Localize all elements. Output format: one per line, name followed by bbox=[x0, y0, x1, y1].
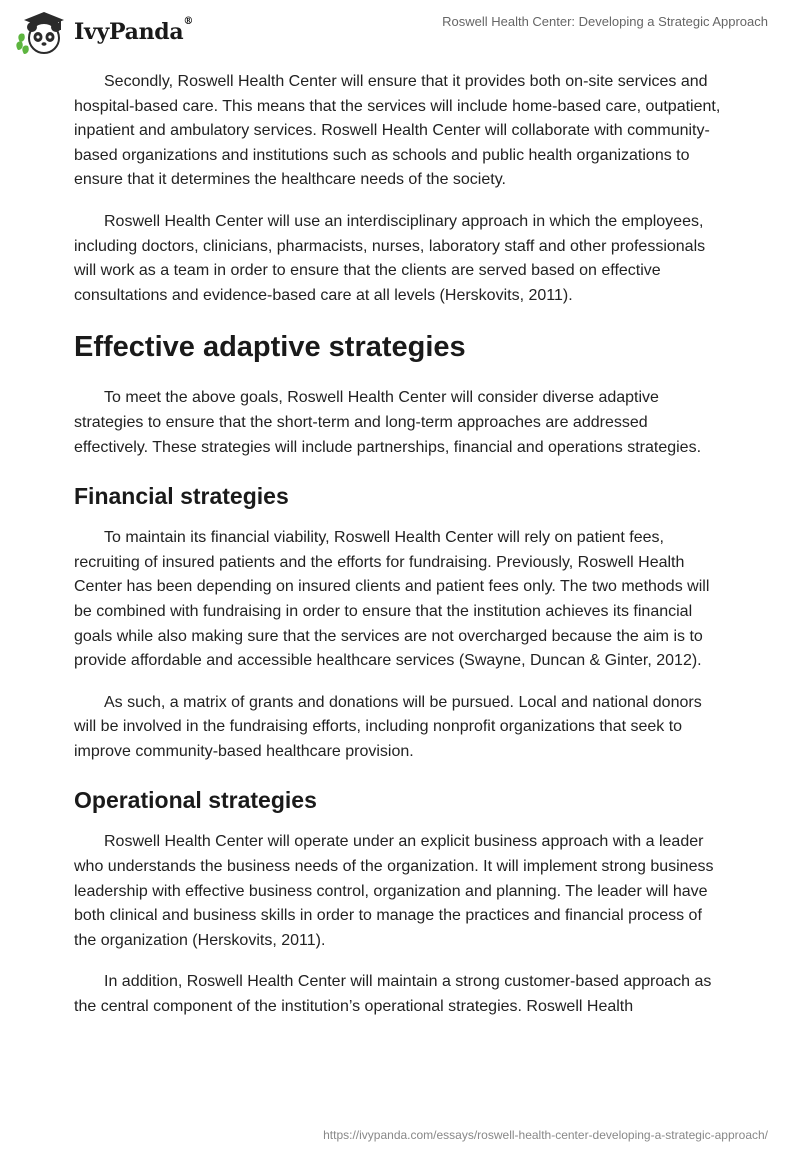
paragraph: Secondly, Roswell Health Center will ensure that it provides both on-site services and hospital-based care. This means that the services will include home-based care, outpatient, inpatient and ambulatory services. Roswell Health Center will collaborate with community-based organizations and institutions such as schools and public health organizations to ensure that it determines the healthcare needs of the society. bbox=[74, 73, 721, 189]
paragraph: In addition, Roswell Health Center will maintain a strong customer-based approach as the central component of the institution’s operational strategies. Roswell Health bbox=[74, 973, 712, 1016]
logo-text: IvyPanda® bbox=[74, 16, 194, 45]
panda-logo-icon bbox=[14, 8, 70, 56]
ivypanda-logo[interactable] bbox=[14, 8, 193, 56]
paragraph: To maintain its financial viability, Roswell Health Center will rely on patient fees, recruiting of insured patients and the efforts for fundraising. Previously, Roswell Health Center has been depending on insured clients and patient fees only. The two methods will be combined with fundraising in order to ensure that the institution achieves its financial goals while also making sure that the services are not overcharged because the aim is to provide affordable and accessible healthcare services (Swayne, Duncan & Ginter, 2012). bbox=[74, 529, 710, 670]
paragraph: Roswell Health Center will operate under an explicit business approach with a leader who understands the business needs of the organization. It will implement strong business leadership with effective business control, organization and planning. The leader will have both clinical and business skills in order to manage the practices and financial process of the organization (Herskovits, 2011). bbox=[74, 833, 714, 949]
subsection-heading-operational-strategies: Operational strategies bbox=[74, 787, 317, 814]
document-title: Roswell Health Center: Developing a Strategic Approach bbox=[442, 14, 768, 29]
section-heading-adaptive-strategies: Effective adaptive strategies bbox=[74, 331, 466, 364]
page-header bbox=[0, 0, 800, 62]
paragraph: To meet the above goals, Roswell Health Center will consider diverse adaptive strategies to ensure that the short-term and long-term approaches are addressed effectively. These strategies will include partnerships, financial and operations strategies. bbox=[74, 389, 702, 456]
registered-mark: ® bbox=[183, 16, 194, 27]
paragraph: Roswell Health Center will use an interdisciplinary approach in which the employees, including doctors, clinicians, pharmacists, nurses, laboratory staff and other professionals will work as a team in order to ensure that the clients are served based on effective consultations and evidence-based care at all levels (Herskovits, 2011). bbox=[74, 212, 706, 304]
essay-body bbox=[74, 70, 726, 1037]
subsection-heading-financial-strategies: Financial strategies bbox=[74, 483, 289, 510]
paragraph: As such, a matrix of grants and donations will be pursued. Local and national donors will be involved in the fundraising efforts, including nonprofit organizations that seek to improve community-based healthcare provision. bbox=[74, 693, 702, 760]
source-url-link[interactable]: https://ivypanda.com/essays/roswell-health-center-developing-a-strategic-approach/ bbox=[323, 1128, 768, 1142]
